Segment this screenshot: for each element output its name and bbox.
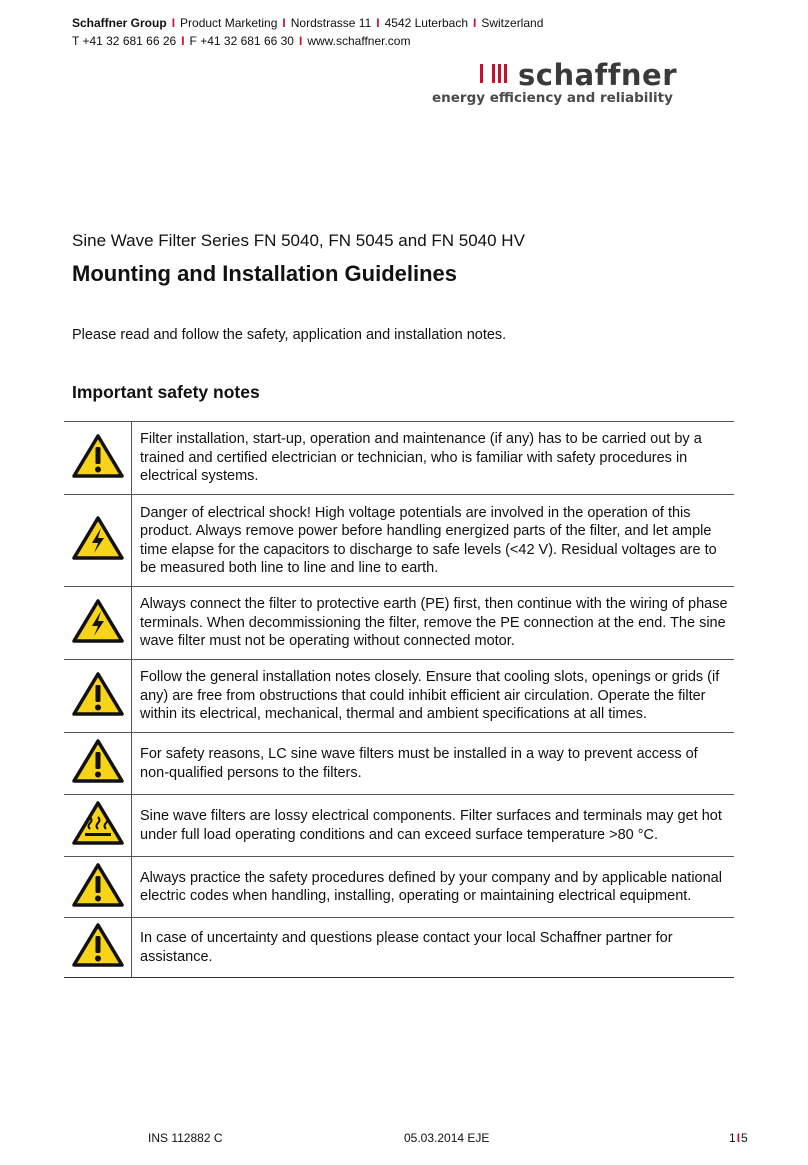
separator: I <box>298 34 303 48</box>
total-pages: 5 <box>741 1131 748 1145</box>
warning-exclamation-icon <box>64 660 132 733</box>
table-row <box>64 660 734 733</box>
table-row <box>64 857 734 918</box>
current-page: 1 <box>729 1131 736 1145</box>
separator: I <box>181 34 185 48</box>
safety-note-text: Always practice the safety procedures defined by your company and by applicable national electric codes when handling, installing, operating or maintaining electrical equipment. <box>132 857 735 918</box>
safety-note-text: Sine wave filters are lossy electrical components. Filter surfaces and terminals may get hot under full load operating conditions and can exceed surface temperature >80 °C. <box>132 795 735 857</box>
high-voltage-icon <box>64 587 132 660</box>
warning-exclamation-icon <box>64 733 132 795</box>
safety-notes-table <box>64 421 734 978</box>
safety-note-text: Always connect the filter to protective earth (PE) first, then continue with the wiring of phase terminals. When decommissioning the filter, remove the PE connection at the end. The sine wave filter must not be operating without connected motor. <box>132 587 735 660</box>
schaffner-logo <box>432 58 717 108</box>
hot-surface-icon <box>64 795 132 857</box>
table-row <box>64 422 734 495</box>
department: Product Marketing <box>180 16 278 30</box>
section-heading: Important safety notes <box>72 382 260 402</box>
document-title: Mounting and Installation Guidelines <box>72 261 457 286</box>
separator: I <box>171 16 176 30</box>
separator: I <box>473 16 477 30</box>
safety-note-text: Follow the general installation notes closely. Ensure that cooling slots, openings or grids (if any) are free from obstructions that could inhibit efficient air circulation. Operate the filter within its electrical, mechanical, thermal and ambient specifications at all times. <box>132 660 735 733</box>
letterhead <box>72 14 543 50</box>
document-subtitle: Sine Wave Filter Series FN 5040, FN 5045 and FN 5040 HV <box>72 231 525 250</box>
separator: I <box>736 1131 741 1145</box>
website-link[interactable]: www.schaffner.com <box>307 34 411 48</box>
city: 4542 Luterbach <box>384 16 468 30</box>
table-row <box>64 733 734 795</box>
high-voltage-icon <box>64 495 132 587</box>
footer-date-author: 05.03.2014 EJE <box>404 1131 490 1145</box>
footer-doc-number: INS 112882 C <box>148 1131 223 1145</box>
company-name: Schaffner Group <box>72 16 167 30</box>
logo-bars <box>480 64 510 83</box>
letterhead-line-1 <box>72 14 543 32</box>
safety-note-text: In case of uncertainty and questions please contact your local Schaffner partner for assistance. <box>132 918 735 978</box>
logo-tagline: energy efficiency and reliability <box>432 90 673 106</box>
intro-text: Please read and follow the safety, application and installation notes. <box>72 327 507 343</box>
country: Switzerland <box>481 16 544 30</box>
safety-note-text: Danger of electrical shock! High voltage potentials are involved in the operation of this product. Always remove power before handling energized parts of the filter, and let ample time elapse for the capacitors to discharge to safe levels (<42 V). Residual voltages are to be measured both line to line and line to earth. <box>132 495 735 587</box>
table-row <box>64 795 734 857</box>
warning-exclamation-icon <box>64 918 132 978</box>
safety-note-text: For safety reasons, LC sine wave filters must be installed in a way to prevent access of non-qualified persons to the filters. <box>132 733 735 795</box>
logo-wordmark: schaffner <box>518 58 678 92</box>
phone: T +41 32 681 66 26 <box>72 34 177 48</box>
table-row <box>64 918 734 978</box>
safety-note-text: Filter installation, start-up, operation and maintenance (if any) has to be carried out by a trained and certified electrician or technician, who is familiar with safety procedures in electrical systems. <box>132 422 735 495</box>
letterhead-line-2 <box>72 32 543 50</box>
table-row <box>64 495 734 587</box>
warning-exclamation-icon <box>64 422 132 495</box>
fax: F +41 32 681 66 30 <box>189 34 294 48</box>
footer-page-number <box>729 1131 748 1145</box>
street: Nordstrasse 11 <box>290 16 372 30</box>
separator: I <box>376 16 380 30</box>
warning-exclamation-icon <box>64 857 132 918</box>
separator: I <box>282 16 286 30</box>
table-row <box>64 587 734 660</box>
